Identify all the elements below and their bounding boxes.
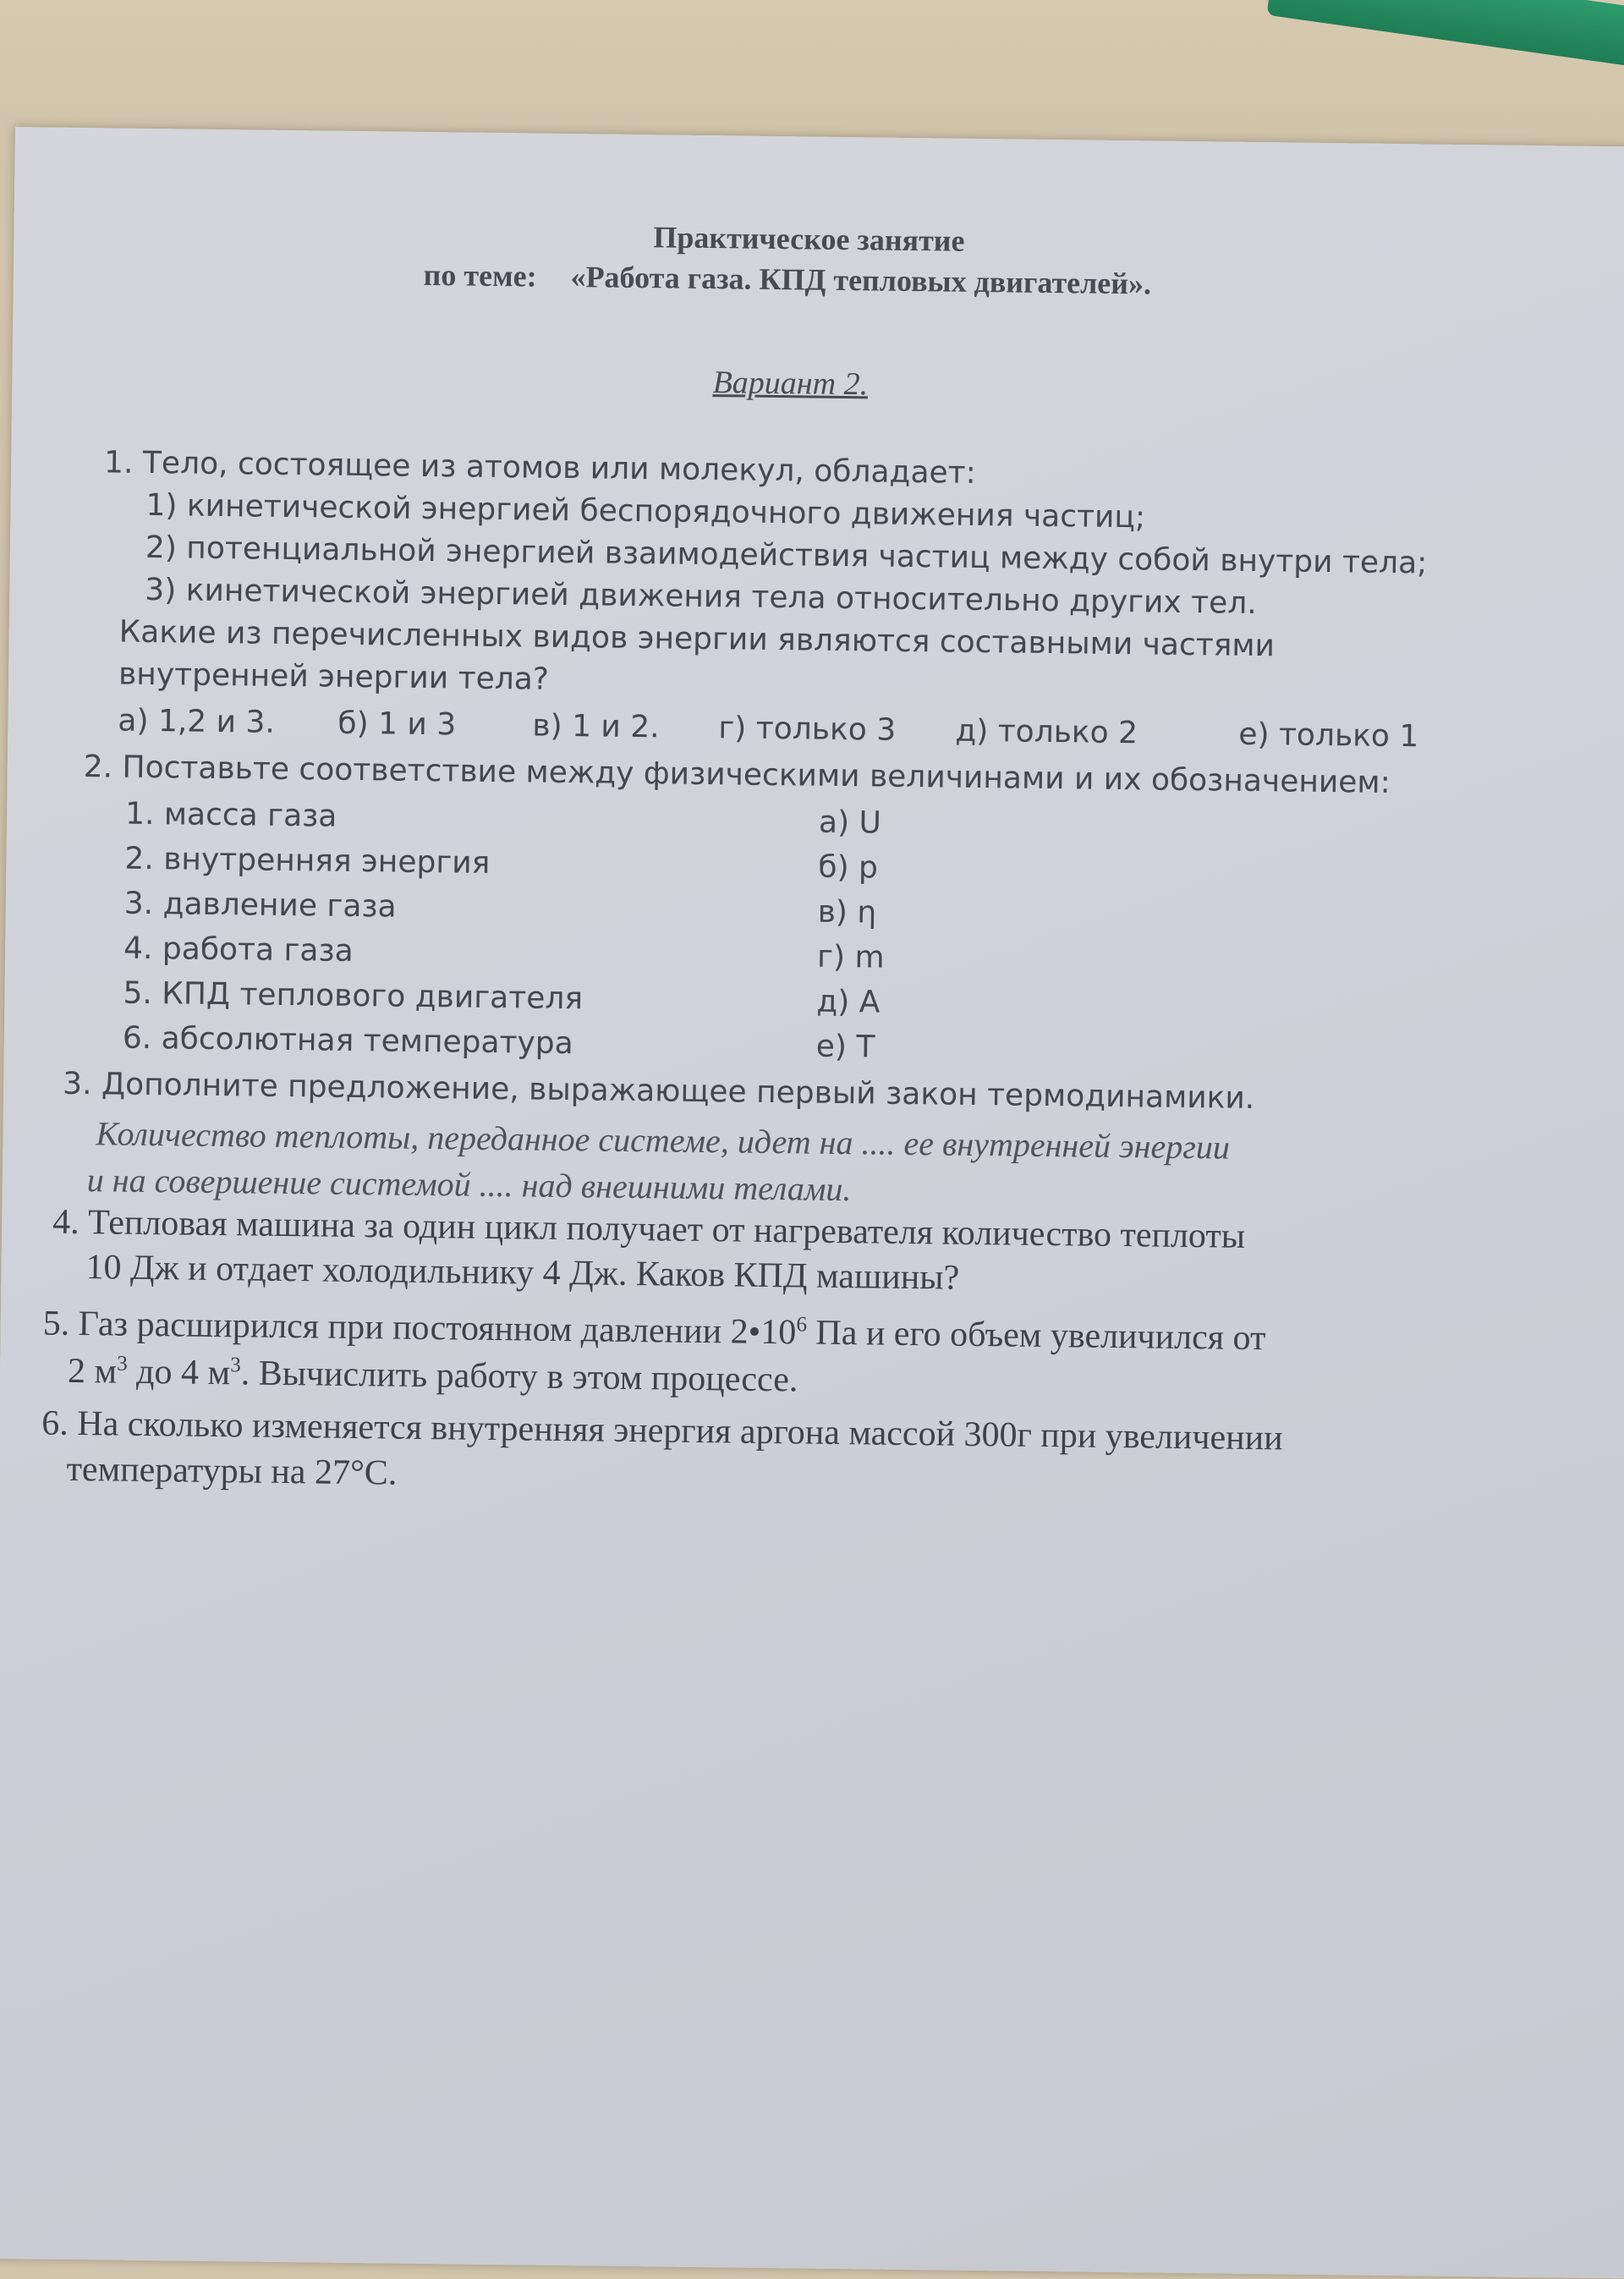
q5-text-a: 5. Газ расширился при постоянном давлении 2•10 [42, 1304, 797, 1353]
quantity-1: 1. масса газа [124, 796, 337, 834]
quantity-2: 2. внутренняя энергия [124, 841, 491, 881]
green-marker [1266, 0, 1624, 69]
question-3-sentence-line-2: и на совершение системой .... над внешними телами. [86, 1161, 852, 1209]
answer-option-b: б) 1 и 3 [337, 706, 457, 743]
question-3-sentence-line-1: Количество теплоты, переданное системе, идет на .... ее внутренней энергии [96, 1114, 1231, 1167]
quantity-4: 4. работа газа [123, 931, 354, 969]
q5-exponent: 6 [796, 1313, 808, 1337]
question-2-text: 2. Поставьте соответствие между физическими величинами и их обозначением: [83, 750, 1391, 800]
question-1-item-2: 2) потенциальной энергией взаимодействия частиц между собой внутри тела; [145, 530, 1428, 581]
topic-prefix: по теме: [423, 257, 537, 294]
question-6-line-1: 6. На сколько изменяется внутренняя энергия аргона массой 300г при увеличении [41, 1403, 1283, 1458]
symbol-c: в) η [817, 894, 877, 931]
quantity-3: 3. давление газа [123, 886, 397, 925]
worksheet [15, 127, 1605, 1493]
symbol-f: е) T [815, 1029, 875, 1065]
topic-name: «Работа газа. КПД тепловых двигателей». [570, 260, 1152, 301]
question-1-prompt-line-1: Какие из перечисленных видов энергии являются составными частями [118, 614, 1276, 664]
q5-exp-2: 3 [230, 1354, 242, 1377]
question-5-line-1 [42, 1304, 1265, 1359]
question-1-item-1: 1) кинетической энергией беспорядочного движения частиц; [145, 487, 1146, 535]
q5-exp-1: 3 [117, 1352, 128, 1376]
question-6-line-2: температуры на 27°С. [66, 1449, 398, 1493]
q5-text-d: до 4 м [127, 1352, 231, 1393]
question-1-prompt-line-2: внутренней энергии тела? [118, 656, 550, 697]
question-3-text: 3. Дополните предложение, выражающее первый закон термодинамики. [62, 1066, 1255, 1116]
question-1-text: 1. Тело, состоящее из атомов или молекул, обладает: [103, 445, 977, 491]
question-1-item-3: 3) кинетической энергией движения тела относительно других тел. [145, 572, 1258, 621]
answer-option-c: в) 1 и 2. [532, 708, 660, 745]
paper-sheet [0, 127, 1624, 2279]
answer-option-a: а) 1,2 и 3. [118, 703, 276, 740]
answer-option-e: д) только 2 [955, 713, 1138, 751]
q5-text-e: . Вычислить работу в этом процессе. [240, 1354, 798, 1400]
quantity-5: 5. КПД теплового двигателя [123, 975, 584, 1017]
question-5-line-2 [68, 1351, 798, 1401]
worksheet-title: Практическое занятие [653, 220, 965, 258]
answer-option-f: е) только 1 [1238, 717, 1419, 755]
question-4-line-2: 10 Дж и отдает холодильнику 4 Дж. Каков КПД машины? [85, 1248, 960, 1298]
question-4-line-1: 4. Тепловая машина за один цикл получает от нагревателя количество теплоты [52, 1202, 1246, 1256]
symbol-d: г) m [816, 939, 885, 975]
answer-option-d: г) только 3 [718, 711, 897, 748]
q5-text-b: Па и его объем увеличился от [806, 1313, 1266, 1359]
symbol-a: а) U [818, 805, 882, 841]
quantity-6: 6. абсолютная температура [122, 1020, 573, 1062]
symbol-e: д) A [816, 984, 881, 1020]
variant-label: Вариант 2. [712, 365, 869, 403]
symbol-b: б) p [818, 849, 879, 886]
q5-text-c: 2 м [67, 1351, 118, 1392]
